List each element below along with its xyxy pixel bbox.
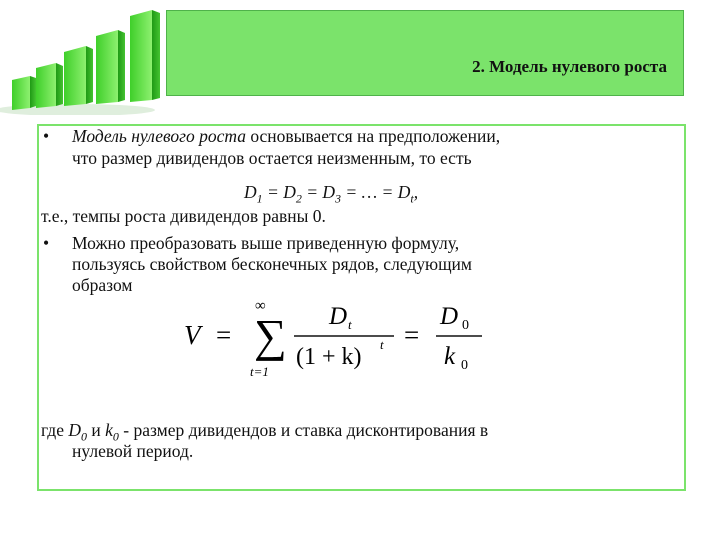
- bullet2-line1: Можно преобразовать выше приведенную формулу,: [72, 233, 460, 253]
- footnote-line2: нулевой период.: [72, 441, 194, 461]
- sum-sigma-icon: ∑: [254, 310, 287, 361]
- formula-eq-2: =: [404, 320, 420, 350]
- zero-growth-formula: [182, 296, 492, 380]
- title-banner: [166, 10, 684, 96]
- bar-5: [130, 10, 160, 102]
- num1-sub: t: [348, 317, 352, 332]
- sum-upper: ∞: [255, 298, 266, 314]
- bar-1: [12, 76, 36, 110]
- bullet2-line2: пользуясь свойством бесконечных рядов, следующим: [72, 254, 472, 274]
- bullet1-line2: что размер дивидендов остается неизменным, то есть: [72, 148, 472, 168]
- sum-lower: t=1: [250, 364, 269, 379]
- den1: (1 + k): [296, 344, 362, 370]
- green-bars-logo: [0, 0, 170, 115]
- den1-sup: t: [380, 337, 384, 352]
- bullet-marker-1: •: [43, 126, 50, 146]
- dividend-equality: $D_1 = D_2 = D_3$ = … = $D_t$,: [244, 182, 419, 206]
- bar-2: [36, 63, 63, 108]
- formula-eq-1: =: [216, 320, 232, 350]
- bar-3: [64, 46, 93, 106]
- num2: D: [440, 303, 459, 330]
- formula-v: V: [184, 320, 201, 350]
- bar-4: [96, 30, 125, 104]
- slide-title: 2. Модель нулевого роста: [472, 57, 667, 76]
- growth-rate-line: т.е., темпы роста дивидендов равны 0.: [41, 206, 326, 226]
- bullet2-line3: образом: [72, 275, 133, 295]
- footnote-line1: где $D_0$ и $k_0$ - размер дивидендов и ставка дисконтирования в: [41, 420, 489, 444]
- num2-sub: 0: [462, 318, 469, 333]
- num1: D: [329, 303, 348, 330]
- den2: k: [444, 343, 456, 370]
- den2-sub: 0: [461, 358, 468, 373]
- bullet-marker-2: •: [43, 233, 50, 253]
- bullet1-line1: Модель нулевого роста основывается на предположении,: [72, 126, 501, 146]
